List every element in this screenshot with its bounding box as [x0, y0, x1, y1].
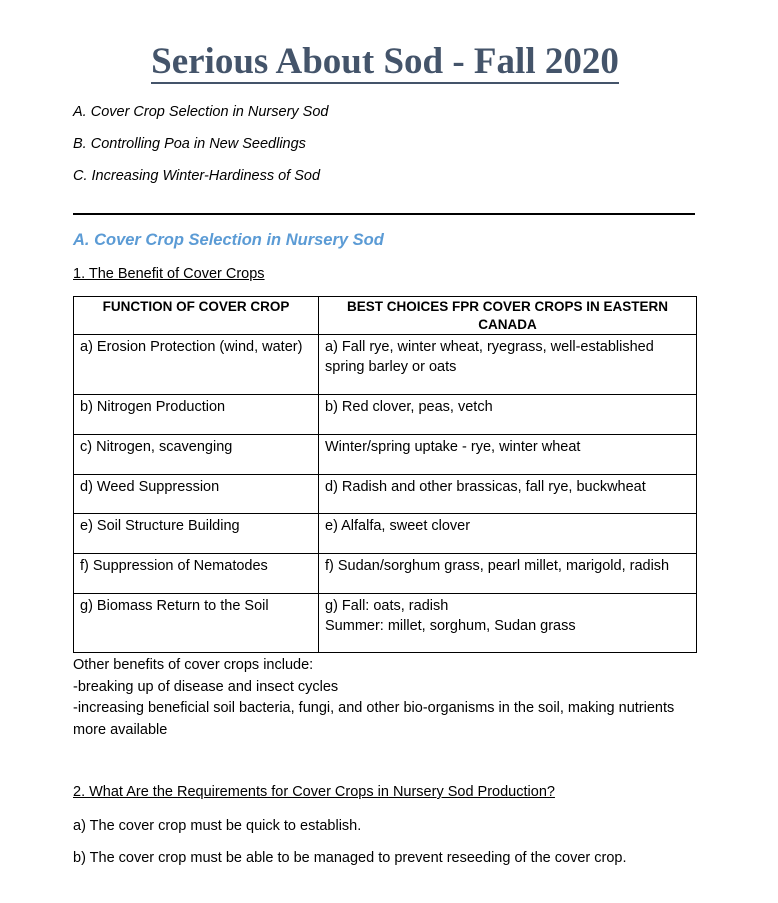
- choice-cell: f) Sudan/sorghum grass, pearl millet, marigold, radish: [319, 554, 697, 594]
- table-row: [74, 435, 697, 475]
- divider: [73, 213, 695, 215]
- table-row: [74, 475, 697, 514]
- requirements-list: [73, 816, 703, 868]
- choice-cell: b) Red clover, peas, vetch: [319, 395, 697, 435]
- table-row: [74, 395, 697, 435]
- section-heading: A. Cover Crop Selection in Nursery Sod: [73, 231, 384, 249]
- toc-item: C. Increasing Winter-Hardiness of Sod: [73, 168, 321, 184]
- choice-line: g) Fall: oats, radish: [325, 598, 449, 614]
- function-cell: g) Biomass Return to the Soil: [74, 594, 319, 653]
- column-header: FUNCTION OF COVER CROP: [74, 297, 319, 335]
- table-row: [74, 335, 697, 395]
- table-header-row: [74, 297, 697, 335]
- function-cell: f) Suppression of Nematodes: [74, 554, 319, 594]
- benefit-item: -breaking up of disease and insect cycles: [73, 678, 339, 695]
- benefit-item: -increasing beneficial soil bacteria, fungi, and other bio-organisms in the soil, making nutrients more available: [73, 700, 675, 738]
- table-of-contents: [73, 102, 328, 198]
- function-cell: b) Nitrogen Production: [74, 395, 319, 435]
- table-row: [74, 514, 697, 554]
- requirement-item: a) The cover crop must be quick to establish.: [73, 818, 362, 834]
- choice-cell: a) Fall rye, winter wheat, ryegrass, well-established spring barley or oats: [319, 335, 697, 395]
- requirement-item: b) The cover crop must be able to be managed to prevent reseeding of the cover crop.: [73, 850, 627, 866]
- column-header: BEST CHOICES FPR COVER CROPS IN EASTERN CANADA: [319, 297, 697, 335]
- function-cell: e) Soil Structure Building: [74, 514, 319, 554]
- subheading-benefits: 1. The Benefit of Cover Crops: [73, 266, 265, 282]
- function-cell: c) Nitrogen, scavenging: [74, 435, 319, 475]
- table-row: [74, 594, 697, 653]
- choice-cell: [319, 594, 697, 653]
- benefits-intro: Other benefits of cover crops include:: [73, 657, 314, 673]
- choice-cell: e) Alfalfa, sweet clover: [319, 514, 697, 554]
- cover-crop-table: [73, 296, 697, 653]
- table-row: [74, 554, 697, 594]
- choice-cell: d) Radish and other brassicas, fall rye, buckwheat: [319, 475, 697, 514]
- other-benefits: [73, 655, 703, 741]
- page-title: Serious About Sod - Fall 2020: [151, 41, 619, 82]
- function-cell: a) Erosion Protection (wind, water): [74, 335, 319, 395]
- toc-item: A. Cover Crop Selection in Nursery Sod: [73, 104, 329, 120]
- choice-line: Summer: millet, sorghum, Sudan grass: [325, 618, 576, 634]
- function-cell: d) Weed Suppression: [74, 475, 319, 514]
- subheading-requirements: 2. What Are the Requirements for Cover Crops in Nursery Sod Production?: [73, 784, 555, 800]
- choice-cell: Winter/spring uptake - rye, winter wheat: [319, 435, 697, 475]
- toc-item: B. Controlling Poa in New Seedlings: [73, 136, 306, 152]
